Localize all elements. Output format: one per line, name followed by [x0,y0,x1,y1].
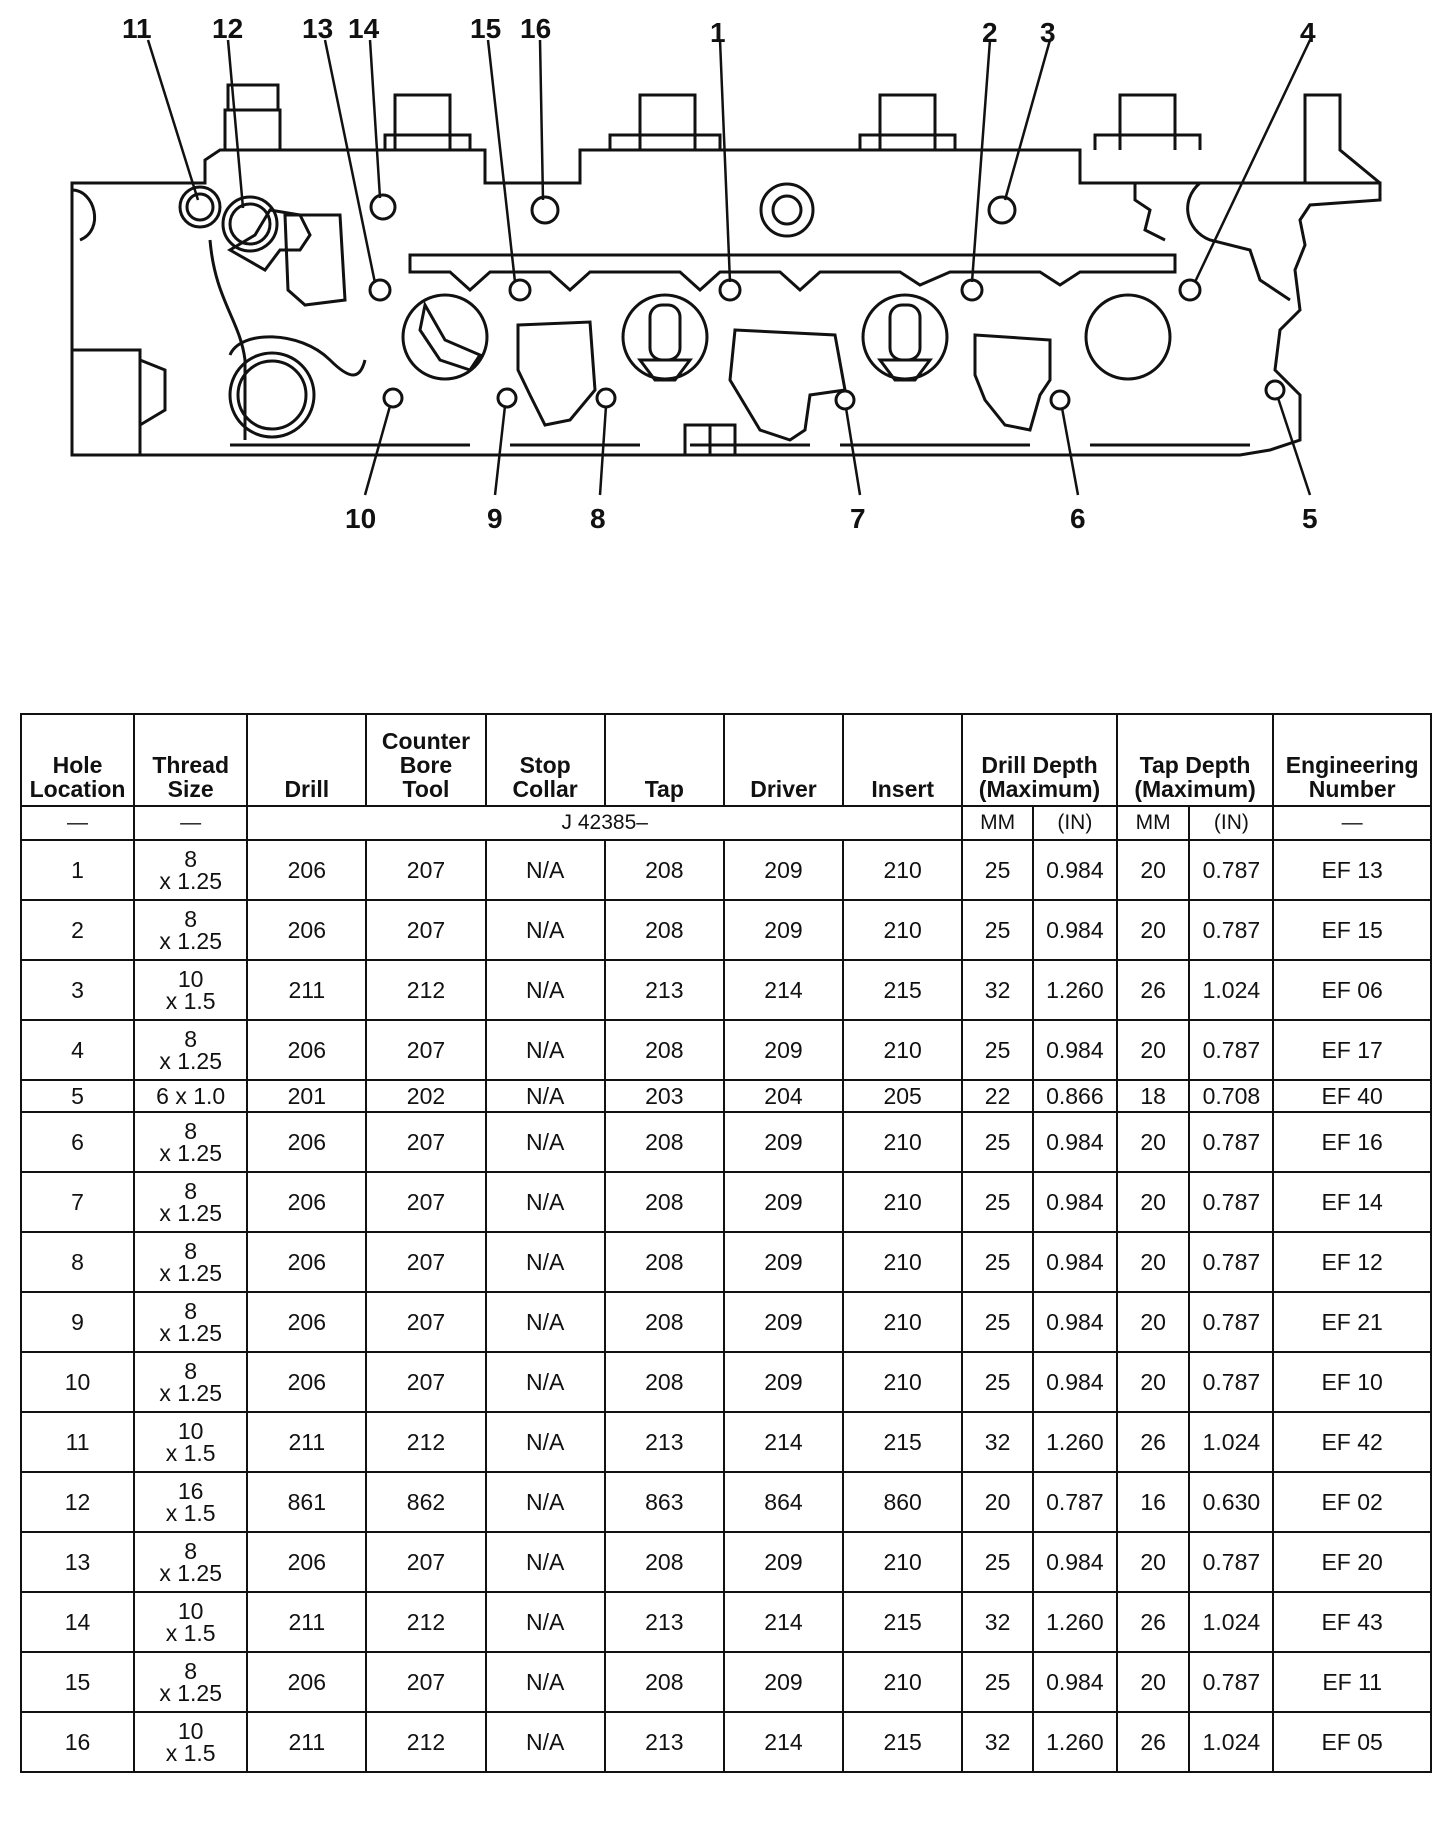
table-row [21,840,1431,900]
cell-tap: 208 [605,1020,724,1080]
header-counter-bore-tool: Counter Bore Tool [366,714,485,806]
cell-insert: 205 [843,1080,962,1112]
cell-driver: 214 [724,1412,843,1472]
table-row [21,960,1431,1020]
cell-tap-depth-mm: 18 [1117,1080,1190,1112]
callout-7: 7 [850,503,866,534]
cell-driver: 209 [724,1532,843,1592]
cell-thread-size: 16 x 1.5 [134,1472,247,1532]
cell-driver: 209 [724,1020,843,1080]
cell-driver: 209 [724,1352,843,1412]
cell-stop-collar: N/A [486,1532,605,1592]
hole-3 [989,197,1015,223]
cell-driver: 214 [724,1592,843,1652]
table-row [21,1352,1431,1412]
cell-counter-bore: 212 [366,960,485,1020]
cell-tap-depth-mm: 20 [1117,1172,1190,1232]
cell-stop-collar: N/A [486,1292,605,1352]
cell-drill: 206 [247,1652,366,1712]
cylinder-head-diagram [0,0,1456,560]
cell-stop-collar: N/A [486,1080,605,1112]
hole-6 [1051,391,1069,409]
cell-drill-depth-in: 1.260 [1033,1592,1117,1652]
cell-tap-depth-in: 0.787 [1189,1172,1273,1232]
cell-stop-collar: N/A [486,1472,605,1532]
cell-drill-depth-mm: 25 [962,1172,1033,1232]
cell-tap-depth-mm: 20 [1117,1652,1190,1712]
cell-tap-depth-mm: 26 [1117,1412,1190,1472]
cell-drill: 206 [247,1352,366,1412]
cell-counter-bore: 207 [366,1232,485,1292]
cell-insert: 210 [843,1232,962,1292]
table-row [21,1232,1431,1292]
cell-tap-depth-mm: 20 [1117,840,1190,900]
cell-drill-depth-mm: 25 [962,1112,1033,1172]
cell-counter-bore: 207 [366,1352,485,1412]
callout-11: 11 [122,13,152,44]
cell-stop-collar: N/A [486,900,605,960]
cell-engineering-number: EF 05 [1273,1712,1431,1772]
table-row [21,1292,1431,1352]
cell-driver: 209 [724,1652,843,1712]
cell-drill-depth-mm: 32 [962,1712,1033,1772]
cell-thread-size: 10 x 1.5 [134,1712,247,1772]
cell-drill-depth-in: 0.984 [1033,840,1117,900]
cell-drill-depth-in: 0.984 [1033,1020,1117,1080]
table-row [21,1532,1431,1592]
table-row [21,1592,1431,1652]
cell-tap: 208 [605,840,724,900]
cell-tap-depth-mm: 20 [1117,1020,1190,1080]
tool-kit-prefix: J 42385– [247,806,962,840]
sub-in: (IN) [1189,806,1273,840]
cell-tap: 208 [605,1532,724,1592]
cell-driver: 214 [724,960,843,1020]
cell-tap-depth-mm: 20 [1117,1352,1190,1412]
cell-insert: 215 [843,1412,962,1472]
cell-drill: 211 [247,1712,366,1772]
cell-counter-bore: 207 [366,900,485,960]
hole-11 [187,194,213,220]
port-4 [1086,295,1170,379]
cell-stop-collar: N/A [486,1712,605,1772]
hole-4 [1180,280,1200,300]
cell-drill-depth-mm: 25 [962,1352,1033,1412]
sub-mm: MM [1117,806,1190,840]
cell-counter-bore: 862 [366,1472,485,1532]
cell-tap-depth-mm: 20 [1117,900,1190,960]
hole-7 [836,391,854,409]
callout-15: 15 [470,13,502,44]
cell-insert: 210 [843,1292,962,1352]
cell-driver: 209 [724,1232,843,1292]
table-row [21,1080,1431,1112]
cell-tap-depth-in: 0.787 [1189,1020,1273,1080]
cell-drill-depth-mm: 25 [962,900,1033,960]
cell-insert: 210 [843,1020,962,1080]
cell-engineering-number: EF 06 [1273,960,1431,1020]
cell-driver: 204 [724,1080,843,1112]
cell-tap: 208 [605,1112,724,1172]
cell-insert: 210 [843,840,962,900]
cell-tap-depth-in: 0.787 [1189,840,1273,900]
cell-drill: 861 [247,1472,366,1532]
header-insert: Insert [843,714,962,806]
cell-tap: 208 [605,1292,724,1352]
cell-hole-location: 16 [21,1712,134,1772]
cell-thread-size: 8 x 1.25 [134,1232,247,1292]
cell-hole-location: 12 [21,1472,134,1532]
tool-spec-table [20,713,1432,1773]
cell-tap-depth-mm: 20 [1117,1232,1190,1292]
cell-tap-depth-in: 0.787 [1189,1652,1273,1712]
cell-drill-depth-in: 0.984 [1033,1172,1117,1232]
cell-drill: 211 [247,960,366,1020]
sub-mm: MM [962,806,1033,840]
cell-engineering-number: EF 15 [1273,900,1431,960]
header-tap-depth: Tap Depth (Maximum) [1117,714,1274,806]
cell-tap-depth-in: 1.024 [1189,960,1273,1020]
cell-drill: 206 [247,1112,366,1172]
hole-13 [370,280,390,300]
cell-thread-size: 10 x 1.5 [134,1592,247,1652]
cell-tap-depth-mm: 26 [1117,1712,1190,1772]
subheader-row [21,806,1431,840]
cell-hole-location: 2 [21,900,134,960]
header-thread-size: Thread Size [134,714,247,806]
cell-tap-depth-in: 0.787 [1189,900,1273,960]
cell-engineering-number: EF 42 [1273,1412,1431,1472]
cell-engineering-number: EF 11 [1273,1652,1431,1712]
table-row [21,1020,1431,1080]
header-driver: Driver [724,714,843,806]
port-3 [863,295,947,379]
cell-drill: 206 [247,900,366,960]
cell-tap-depth-in: 1.024 [1189,1592,1273,1652]
header-drill: Drill [247,714,366,806]
cell-hole-location: 7 [21,1172,134,1232]
cell-tap-depth-mm: 20 [1117,1532,1190,1592]
cell-drill-depth-mm: 25 [962,840,1033,900]
cell-hole-location: 4 [21,1020,134,1080]
cell-engineering-number: EF 14 [1273,1172,1431,1232]
callout-16: 16 [520,13,552,44]
cell-insert: 210 [843,1352,962,1412]
cell-stop-collar: N/A [486,1652,605,1712]
cell-engineering-number: EF 02 [1273,1472,1431,1532]
cell-stop-collar: N/A [486,1592,605,1652]
header-drill-depth: Drill Depth (Maximum) [962,714,1117,806]
cell-tap: 208 [605,1172,724,1232]
table-row [21,1412,1431,1472]
cell-thread-size: 8 x 1.25 [134,1112,247,1172]
coolant-port [230,353,314,437]
callout-3: 3 [1040,17,1056,48]
cell-hole-location: 3 [21,960,134,1020]
cell-drill-depth-mm: 25 [962,1532,1033,1592]
table-row [21,1172,1431,1232]
cell-insert: 215 [843,960,962,1020]
sub-dash: — [1273,806,1431,840]
cell-engineering-number: EF 13 [1273,840,1431,900]
table-body [21,840,1431,1772]
cell-stop-collar: N/A [486,1412,605,1472]
table-row [21,900,1431,960]
cell-thread-size: 8 x 1.25 [134,1020,247,1080]
header-tap: Tap [605,714,724,806]
callout-1: 1 [710,17,726,48]
cell-stop-collar: N/A [486,1232,605,1292]
cell-drill-depth-mm: 22 [962,1080,1033,1112]
cell-insert: 210 [843,1652,962,1712]
cell-hole-location: 6 [21,1112,134,1172]
cell-tap-depth-in: 1.024 [1189,1412,1273,1472]
header-hole-location: Hole Location [21,714,134,806]
cell-tap: 213 [605,1592,724,1652]
cell-drill-depth-mm: 25 [962,1292,1033,1352]
cell-tap-depth-mm: 26 [1117,960,1190,1020]
cell-counter-bore: 207 [366,840,485,900]
cell-drill-depth-in: 0.984 [1033,1532,1117,1592]
callout-6: 6 [1070,503,1086,534]
cell-engineering-number: EF 21 [1273,1292,1431,1352]
cell-engineering-number: EF 17 [1273,1020,1431,1080]
cell-hole-location: 14 [21,1592,134,1652]
sub-dash: — [134,806,247,840]
cell-stop-collar: N/A [486,960,605,1020]
cell-driver: 209 [724,1292,843,1352]
hole-10 [384,389,402,407]
cell-tap: 213 [605,1712,724,1772]
callout-4: 4 [1300,17,1316,48]
table-row [21,1112,1431,1172]
cell-drill-depth-in: 0.984 [1033,1112,1117,1172]
cell-drill-depth-in: 0.984 [1033,1292,1117,1352]
cell-counter-bore: 212 [366,1592,485,1652]
cell-drill-depth-mm: 32 [962,1592,1033,1652]
cell-drill-depth-mm: 32 [962,960,1033,1020]
cell-stop-collar: N/A [486,1352,605,1412]
cell-drill-depth-in: 1.260 [1033,1712,1117,1772]
cell-counter-bore: 212 [366,1412,485,1472]
sub-dash: — [21,806,134,840]
cell-driver: 209 [724,840,843,900]
cell-tap-depth-mm: 26 [1117,1592,1190,1652]
cell-counter-bore: 212 [366,1712,485,1772]
cell-drill-depth-mm: 32 [962,1412,1033,1472]
cell-tap: 863 [605,1472,724,1532]
cell-hole-location: 1 [21,840,134,900]
callout-13: 13 [302,13,334,44]
cell-tap-depth-in: 0.787 [1189,1352,1273,1412]
callout-9: 9 [487,503,503,534]
hole-2 [962,280,982,300]
cell-counter-bore: 207 [366,1292,485,1352]
cell-stop-collar: N/A [486,1020,605,1080]
cell-driver: 209 [724,1172,843,1232]
cell-tap: 213 [605,960,724,1020]
cell-drill: 206 [247,1292,366,1352]
cell-hole-location: 13 [21,1532,134,1592]
cell-drill-depth-in: 0.984 [1033,1232,1117,1292]
cell-tap-depth-in: 1.024 [1189,1712,1273,1772]
cell-tap-depth-mm: 20 [1117,1112,1190,1172]
cell-engineering-number: EF 20 [1273,1532,1431,1592]
center-boss [761,184,813,236]
cell-insert: 210 [843,900,962,960]
callout-12: 12 [212,13,244,44]
cell-driver: 209 [724,900,843,960]
cell-tap: 208 [605,1352,724,1412]
cell-stop-collar: N/A [486,840,605,900]
cell-drill: 206 [247,1172,366,1232]
cell-tap: 203 [605,1080,724,1112]
cell-thread-size: 8 x 1.25 [134,840,247,900]
cell-tap-depth-in: 0.787 [1189,1532,1273,1592]
cell-thread-size: 8 x 1.25 [134,1292,247,1352]
cell-drill-depth-mm: 25 [962,1652,1033,1712]
cell-drill: 206 [247,1232,366,1292]
cell-hole-location: 10 [21,1352,134,1412]
cell-drill: 206 [247,840,366,900]
header-stop-collar: Stop Collar [486,714,605,806]
header-engineering-number: Engineering Number [1273,714,1431,806]
cell-hole-location: 11 [21,1412,134,1472]
cell-drill: 211 [247,1412,366,1472]
table-row [21,1712,1431,1772]
cell-hole-location: 9 [21,1292,134,1352]
cell-hole-location: 5 [21,1080,134,1112]
cell-thread-size: 8 x 1.25 [134,1532,247,1592]
cell-thread-size: 8 x 1.25 [134,1652,247,1712]
cell-counter-bore: 207 [366,1172,485,1232]
header-row [21,714,1431,806]
cell-drill-depth-in: 1.260 [1033,960,1117,1020]
cell-drill: 206 [247,1532,366,1592]
hole-8 [597,389,615,407]
cell-thread-size: 8 x 1.25 [134,900,247,960]
cell-thread-size: 10 x 1.5 [134,1412,247,1472]
cell-engineering-number: EF 10 [1273,1352,1431,1412]
cell-drill-depth-in: 0.787 [1033,1472,1117,1532]
sub-in: (IN) [1033,806,1117,840]
cell-thread-size: 6 x 1.0 [134,1080,247,1112]
hole-15 [510,280,530,300]
hole-5 [1266,381,1284,399]
cell-hole-location: 15 [21,1652,134,1712]
callout-8: 8 [590,503,606,534]
cell-counter-bore: 202 [366,1080,485,1112]
cell-drill-depth-in: 1.260 [1033,1412,1117,1472]
cell-tap-depth-in: 0.787 [1189,1232,1273,1292]
port-2 [623,295,707,379]
callout-5: 5 [1302,503,1318,534]
cell-drill-depth-in: 0.984 [1033,1352,1117,1412]
cell-insert: 210 [843,1112,962,1172]
hole-14 [371,195,395,219]
cell-drill-depth-mm: 25 [962,1020,1033,1080]
cell-stop-collar: N/A [486,1172,605,1232]
table-row [21,1472,1431,1532]
cell-tap-depth-in: 0.630 [1189,1472,1273,1532]
cell-drill-depth-in: 0.866 [1033,1080,1117,1112]
cell-counter-bore: 207 [366,1020,485,1080]
cell-insert: 210 [843,1172,962,1232]
hole-16 [532,197,558,223]
cell-insert: 860 [843,1472,962,1532]
cell-stop-collar: N/A [486,1112,605,1172]
cell-tap-depth-mm: 20 [1117,1292,1190,1352]
hole-9 [498,389,516,407]
callout-14: 14 [348,13,380,44]
cell-drill-depth-in: 0.984 [1033,1652,1117,1712]
cell-tap: 208 [605,900,724,960]
cell-drill: 206 [247,1020,366,1080]
cell-tap: 208 [605,1232,724,1292]
callout-2: 2 [982,17,998,48]
cell-counter-bore: 207 [366,1652,485,1712]
cell-insert: 215 [843,1712,962,1772]
cell-hole-location: 8 [21,1232,134,1292]
cell-thread-size: 8 x 1.25 [134,1352,247,1412]
cell-engineering-number: EF 12 [1273,1232,1431,1292]
cell-drill-depth-mm: 20 [962,1472,1033,1532]
cell-tap: 213 [605,1412,724,1472]
cell-driver: 209 [724,1112,843,1172]
cell-tap-depth-in: 0.787 [1189,1112,1273,1172]
cell-engineering-number: EF 16 [1273,1112,1431,1172]
cell-tap-depth-in: 0.787 [1189,1292,1273,1352]
cell-driver: 864 [724,1472,843,1532]
cell-tap: 208 [605,1652,724,1712]
cell-drill: 211 [247,1592,366,1652]
cell-driver: 214 [724,1712,843,1772]
cell-counter-bore: 207 [366,1532,485,1592]
cell-thread-size: 8 x 1.25 [134,1172,247,1232]
hole-1 [720,280,740,300]
cell-thread-size: 10 x 1.5 [134,960,247,1020]
cell-insert: 210 [843,1532,962,1592]
table-row [21,1652,1431,1712]
cell-drill: 201 [247,1080,366,1112]
cell-tap-depth-mm: 16 [1117,1472,1190,1532]
cell-drill-depth-in: 0.984 [1033,900,1117,960]
cell-engineering-number: EF 43 [1273,1592,1431,1652]
cell-insert: 215 [843,1592,962,1652]
callout-10: 10 [345,503,377,534]
cell-engineering-number: EF 40 [1273,1080,1431,1112]
cell-tap-depth-in: 0.708 [1189,1080,1273,1112]
cell-counter-bore: 207 [366,1112,485,1172]
cell-drill-depth-mm: 25 [962,1232,1033,1292]
